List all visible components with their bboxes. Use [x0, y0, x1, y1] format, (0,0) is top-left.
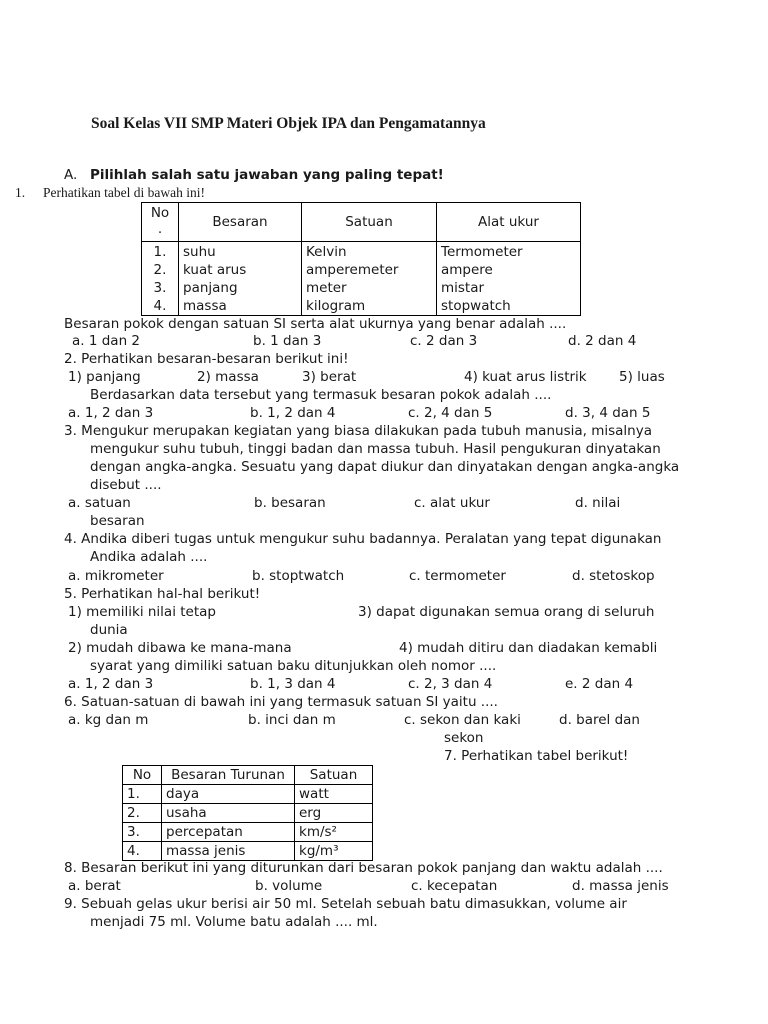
q6-option-d: d. barel dan — [559, 712, 640, 728]
cell: 3. — [123, 823, 162, 842]
q1-intro: Perhatikan tabel di bawah ini! — [43, 185, 205, 200]
header-no-wrap: . — [157, 221, 163, 237]
q7-table — [122, 765, 373, 861]
cell: kilogram — [306, 298, 366, 314]
cell: panjang — [183, 280, 238, 296]
header-no-text: No — [150, 205, 170, 221]
q1-number: 1. — [15, 185, 26, 200]
q5-option-a: a. 1, 2 dan 3 — [68, 676, 154, 692]
q1-option-b: b. 1 dan 3 — [253, 333, 322, 349]
q1-question: Besaran pokok dengan satuan SI serta alat ukurnya yang benar adalah .... — [64, 316, 567, 332]
q6-option-d-wrap: sekon — [444, 730, 484, 746]
q8-option-d: d. massa jenis — [572, 878, 669, 894]
cell: kg/m³ — [295, 842, 373, 861]
q1-option-c: c. 2 dan 3 — [410, 333, 478, 349]
table-row — [123, 823, 373, 842]
cell: stopwatch — [441, 298, 511, 314]
q8-option-b: b. volume — [255, 878, 323, 894]
header-alat-ukur: Alat ukur — [437, 203, 581, 242]
q5-stem: 5. Perhatikan hal-hal berikut! — [64, 586, 261, 602]
q3-option-d: d. nilai — [575, 495, 621, 511]
q3-line-4: disebut .... — [90, 477, 162, 493]
q1-option-a: a. 1 dan 2 — [72, 333, 141, 349]
q3-line-2: mengukur suhu tubuh, tinggi badan dan massa tubuh. Hasil pengukuran dinyatakan — [90, 441, 661, 457]
q7-stem: 7. Perhatikan tabel berikut! — [444, 748, 629, 764]
cell: 3. — [153, 280, 167, 296]
q5-item-3-wrap: dunia — [90, 622, 128, 638]
q4-option-a: a. mikrometer — [68, 568, 164, 584]
q8-option-a: a. berat — [68, 878, 121, 894]
cell: kuat arus — [183, 262, 247, 278]
col-satuan — [302, 242, 437, 316]
q2-question: Berdasarkan data tersebut yang termasuk besaran pokok adalah .... — [90, 387, 552, 403]
q6-option-c: c. sekon dan kaki — [404, 712, 521, 728]
q3-line-1: 3. Mengukur merupakan kegiatan yang biasa dilakukan pada tubuh manusia, misalnya — [64, 423, 652, 439]
header-no: No — [123, 766, 162, 785]
q4-option-c: c. termometer — [409, 568, 506, 584]
cell: 1. — [123, 785, 162, 804]
col-no — [142, 242, 179, 316]
q6-option-b: b. inci dan m — [248, 712, 336, 728]
q5-option-e: e. 2 dan 4 — [565, 676, 634, 692]
cell: Termometer — [441, 244, 523, 260]
header-satuan: Satuan — [302, 203, 437, 242]
q5-option-c: c. 2, 3 dan 4 — [408, 676, 493, 692]
q8-stem: 8. Besaran berikut ini yang diturunkan dari besaran pokok panjang dan waktu adalah .... — [64, 860, 663, 876]
q2-option-d: d. 3, 4 dan 5 — [565, 405, 651, 421]
q5-question: syarat yang dimiliki satuan baku ditunjukkan oleh nomor .... — [90, 658, 497, 674]
q2-item-3: 3) berat — [302, 369, 357, 385]
header-satuan: Satuan — [295, 766, 373, 785]
q8-option-c: c. kecepatan — [411, 878, 498, 894]
q3-option-c: c. alat ukur — [414, 495, 490, 511]
table-row — [123, 785, 373, 804]
cell: massa jenis — [162, 842, 295, 861]
q2-item-1: 1) panjang — [68, 369, 141, 385]
cell: ampere — [441, 262, 493, 278]
cell: usaha — [162, 804, 295, 823]
q3-option-b: b. besaran — [254, 495, 326, 511]
q2-option-c: c. 2, 4 dan 5 — [408, 405, 493, 421]
col-besaran — [179, 242, 302, 316]
cell: watt — [295, 785, 373, 804]
q2-stem: 2. Perhatikan besaran-besaran berikut ini! — [64, 351, 349, 367]
q5-item-2: 2) mudah dibawa ke mana-mana — [68, 640, 292, 656]
q2-item-4: 4) kuat arus listrik — [464, 369, 587, 385]
page-title: Soal Kelas VII SMP Materi Objek IPA dan Pengamatannya — [91, 115, 486, 132]
table-row — [123, 804, 373, 823]
cell: massa — [183, 298, 227, 314]
cell: 1. — [153, 244, 167, 260]
cell: suhu — [183, 244, 216, 260]
cell: meter — [306, 280, 347, 296]
cell: amperemeter — [306, 262, 399, 278]
q2-item-5: 5) luas — [619, 369, 665, 385]
q5-item-3: 3) dapat digunakan semua orang di seluruh — [358, 604, 655, 620]
header-besaran-turunan: Besaran Turunan — [162, 766, 295, 785]
col-alat-ukur — [437, 242, 581, 316]
section-letter: A. — [64, 167, 78, 183]
q4-line-2: Andika adalah .... — [90, 549, 208, 565]
table-body — [142, 242, 581, 316]
q2-option-b: b. 1, 2 dan 4 — [250, 405, 336, 421]
cell: Kelvin — [306, 244, 347, 260]
q9-line-2: menjadi 75 ml. Volume batu adalah .... ml. — [90, 914, 378, 930]
cell: 4. — [123, 842, 162, 861]
q4-option-b: b. stoptwatch — [252, 568, 345, 584]
table-header-row — [123, 766, 373, 785]
q5-item-4: 4) mudah ditiru dan diadakan kemabli — [399, 640, 658, 656]
q4-line-1: 4. Andika diberi tugas untuk mengukur suhu badannya. Peralatan yang tepat digunakan — [64, 531, 662, 547]
cell: erg — [295, 804, 373, 823]
cell: 2. — [153, 262, 167, 278]
q6-option-a: a. kg dan m — [68, 712, 149, 728]
q1-option-d: d. 2 dan 4 — [568, 333, 637, 349]
section-instruction: Pilihlah salah satu jawaban yang paling tepat! — [90, 167, 444, 183]
q2-item-2: 2) massa — [197, 369, 259, 385]
cell: km/s² — [295, 823, 373, 842]
q6-stem: 6. Satuan-satuan di bawah ini yang termasuk satuan SI yaitu .... — [64, 694, 498, 710]
header-besaran: Besaran — [179, 203, 302, 242]
q3-line-3: dengan angka-angka. Sesuatu yang dapat diukur dan dinyatakan dengan angka-angka — [90, 459, 680, 475]
header-no — [142, 203, 179, 242]
q1-table — [141, 202, 581, 316]
cell: mistar — [441, 280, 485, 296]
q9-line-1: 9. Sebuah gelas ukur berisi air 50 ml. Setelah sebuah batu dimasukkan, volume air — [64, 896, 627, 912]
cell: 4. — [153, 298, 167, 314]
cell: daya — [162, 785, 295, 804]
cell: percepatan — [162, 823, 295, 842]
q5-item-1: 1) memiliki nilai tetap — [68, 604, 216, 620]
q4-option-d: d. stetoskop — [572, 568, 655, 584]
q3-option-d-wrap: besaran — [90, 513, 145, 529]
cell: 2. — [123, 804, 162, 823]
table-row — [123, 842, 373, 861]
table-header-row — [142, 203, 581, 242]
q2-option-a: a. 1, 2 dan 3 — [68, 405, 154, 421]
q3-option-a: a. satuan — [68, 495, 131, 511]
q5-option-b: b. 1, 3 dan 4 — [250, 676, 336, 692]
